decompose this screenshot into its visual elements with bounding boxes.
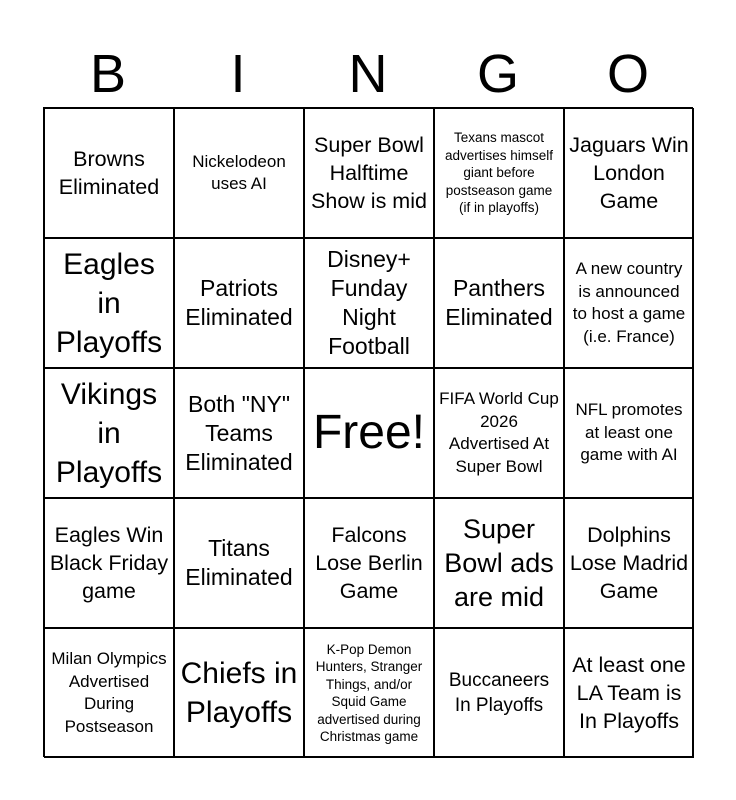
- bingo-cell[interactable]: [434, 368, 564, 498]
- bingo-cell[interactable]: [564, 108, 694, 238]
- cell-text: Patriots Eliminated: [185, 275, 293, 330]
- cell-text: Buccaneers In Playoffs: [448, 670, 550, 716]
- bingo-cell[interactable]: [174, 108, 304, 238]
- cell-text: Both "NY" Teams Eliminated: [185, 390, 293, 475]
- bingo-board: [43, 107, 693, 757]
- bingo-cell[interactable]: [304, 628, 434, 758]
- cell-text: FIFA World Cup 2026 Advertised At Super Bowl: [439, 389, 559, 476]
- cell-text: Titans Eliminated: [185, 535, 293, 590]
- cell-text: Panthers Eliminated: [445, 275, 553, 330]
- cell-text: Vikings in Playoffs: [55, 377, 163, 489]
- bingo-cell[interactable]: [434, 498, 564, 628]
- bingo-cell[interactable]: [174, 368, 304, 498]
- bingo-cell[interactable]: [564, 628, 694, 758]
- cell-text: Nickelodeon uses AI: [192, 151, 286, 193]
- cell-text: Super Bowl Halftime Show is mid: [311, 133, 427, 213]
- bingo-cell[interactable]: [434, 238, 564, 368]
- header-letter-o: O: [606, 44, 649, 104]
- header-letter-i: I: [230, 44, 246, 104]
- free-space-cell[interactable]: [304, 368, 434, 498]
- bingo-cell[interactable]: [304, 108, 434, 238]
- cell-text: Chiefs in Playoffs: [180, 657, 298, 729]
- cell-text: Super Bowl ads are mid: [444, 514, 554, 612]
- cell-text: Disney+ Funday Night Football: [327, 246, 411, 359]
- bingo-cell[interactable]: [564, 368, 694, 498]
- bingo-cell[interactable]: [44, 498, 174, 628]
- cell-text: Milan Olympics Advertised During Postseason: [51, 649, 167, 736]
- cell-text: Browns Eliminated: [58, 147, 160, 199]
- bingo-cell[interactable]: [564, 498, 694, 628]
- bingo-cell[interactable]: [564, 238, 694, 368]
- cell-text: Texans mascot advertises himself giant before postseason game (if in playoffs): [444, 130, 554, 216]
- bingo-cell[interactable]: [174, 238, 304, 368]
- bingo-cell[interactable]: [174, 628, 304, 758]
- bingo-cell[interactable]: [434, 108, 564, 238]
- cell-text: Eagles in Playoffs: [55, 247, 163, 359]
- bingo-cell[interactable]: [304, 498, 434, 628]
- cell-text: K-Pop Demon Hunters, Stranger Things, and/or Squid Game advertised during Christmas game: [315, 641, 423, 744]
- bingo-cell[interactable]: [174, 498, 304, 628]
- cell-text: NFL promotes at least one game with AI: [575, 400, 683, 465]
- cell-text: At least one LA Team is In Playoffs: [572, 653, 686, 733]
- bingo-cell[interactable]: [304, 238, 434, 368]
- cell-text: Jaguars Win London Game: [569, 133, 689, 213]
- header-letter-g: G: [476, 44, 519, 104]
- header-letter-b: B: [89, 44, 127, 104]
- bingo-cell[interactable]: [44, 368, 174, 498]
- cell-text: Falcons Lose Berlin Game: [315, 523, 423, 603]
- header-letter-n: N: [348, 44, 388, 104]
- cell-text: A new country is announced to host a game (i.e. France): [572, 259, 686, 346]
- bingo-cell[interactable]: [434, 628, 564, 758]
- free-space-text: Free!: [312, 406, 426, 459]
- bingo-cell[interactable]: [44, 628, 174, 758]
- cell-text: Dolphins Lose Madrid Game: [569, 523, 689, 603]
- bingo-cell[interactable]: [44, 108, 174, 238]
- bingo-header: [43, 40, 693, 108]
- bingo-cell[interactable]: [44, 238, 174, 368]
- cell-text: Eagles Win Black Friday game: [49, 523, 169, 603]
